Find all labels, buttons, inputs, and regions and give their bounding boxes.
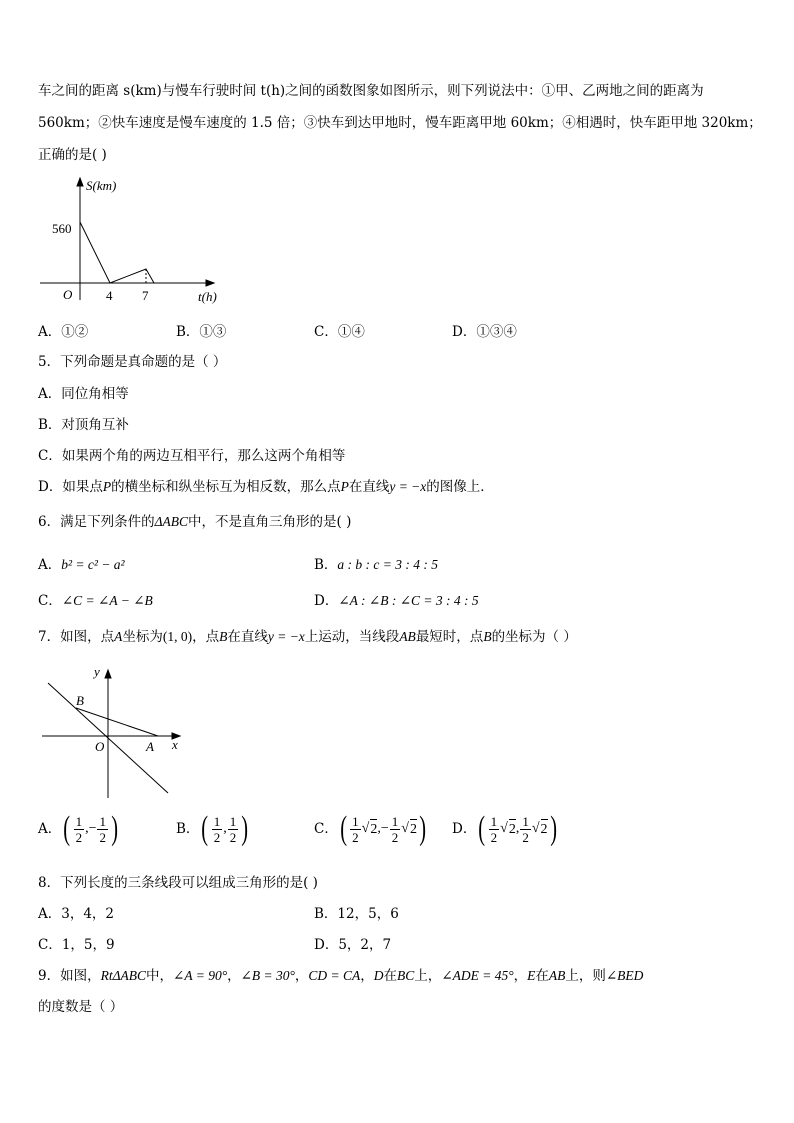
sqrt-sign: √ [531,821,540,836]
numerator: 1 [522,813,529,829]
q7-origin-label: O [95,739,105,754]
q4-stem-line3: 正确的是( ) [38,147,107,163]
q6-stem-text: 中，不是直角三角形的是( ) [188,514,352,530]
q7-coordinate: (1, 0) [162,629,193,644]
q9-text: 在 [383,968,398,984]
separator: ,− [377,821,389,836]
denominator: 2 [75,829,83,845]
q6-option-label: C． [38,593,62,609]
q4-y-tick-label: 560 [52,221,72,236]
q5-optD-text: 的图像上． [426,479,494,495]
q7-stem-text: ，点 [192,629,220,645]
q9-text: 中， [146,968,174,984]
q8-stem: 8．下列长度的三条线段可以组成三角形的是( ) [38,875,318,891]
q9-math: ∠B = 30° [240,968,295,983]
numerator: 1 [229,813,237,829]
q6-option-label: A． [38,557,62,573]
sqrt-sign: √ [500,821,508,836]
q6-option-c [38,592,153,610]
q7-equation: y = −x [267,629,305,644]
q5-optD-text: 在直线 [348,479,390,495]
q7-option-label: D． [452,821,477,837]
q4-option-a: A．①② [38,324,89,340]
q7-segment: AB [399,629,416,644]
q9-math: ∠BED [605,968,644,983]
denominator: 2 [99,829,106,845]
q7-stem-text: 最短时，点 [415,629,484,645]
q8-option-d: D．5，2，7 [314,937,392,953]
q4-x-axis-label: t(h) [198,289,217,304]
q9-text: ， [513,968,528,984]
q5-optD-equation: y = −x [389,479,427,494]
numerator: 1 [352,813,359,829]
q7-stem-text: 在直线 [227,629,268,645]
q4-stem-line1: 车之间的距离 s(km)与慢车行驶时间 t(h)之间的函数图象如图所示，则下列说法中：①甲、乙两地之间的距离为 [38,83,704,99]
radicand: 2 [370,819,377,839]
q7-B-label: B [76,693,84,708]
q7-option-label: C． [314,821,338,837]
q4-y-axis-label: S(km) [86,178,117,193]
separator: , [515,821,520,836]
q9-stem-line2: 的度数是（ ） [38,999,124,1015]
q4-option-b: B．①③ [176,324,227,340]
radicand: 2 [410,819,417,839]
q7-x-label: x [172,737,178,752]
q4-graph [36,172,236,312]
q8-option-a: A．3，4，2 [38,906,115,922]
q9-stem-line1 [38,967,643,985]
q8-option-b: B．12，5，6 [314,906,399,922]
q7-stem-text: 上运动，当线段 [304,629,400,645]
q5-stem: 5．下列命题是真命题的是（ ） [38,354,227,370]
radicand: 2 [541,819,548,839]
q5-option-a: A．同位角相等 [38,386,129,402]
q6-stem-text: 6．满足下列条件的 [38,514,155,530]
q5-optD-text: 的横坐标和纵坐标互为相反数，那么点 [111,479,341,495]
numerator: 1 [490,813,498,829]
q7-point: B [483,629,492,644]
q7-A-label: A [146,739,154,754]
q4-origin-label: O [63,287,73,302]
q6-option-c-formula: ∠C = ∠A − ∠B [61,593,153,608]
q6-option-a [38,556,125,574]
denominator: 2 [391,829,399,845]
q9-math: CD = CA [308,968,361,983]
q7-option-a: A． ( $\frac{1}{2}$ ,− $\frac{1}{2}$ ) [38,810,119,847]
denominator: 2 [213,829,221,845]
q7-stem-text: 的坐标为（ ） [491,629,577,645]
q6-option-label: D． [314,593,339,609]
denominator: 2 [229,829,237,845]
q4-x-tick-label: 4 [106,288,113,303]
q9-math: ∠ADE = 45° [441,968,514,983]
q7-stem-text: 7．如图，点 [38,629,115,645]
q6-option-b [314,556,438,574]
q9-math: ∠A = 90° [173,968,228,983]
q7-y-label: y [94,664,100,679]
q7-stem [38,628,577,646]
denominator: 2 [490,829,498,845]
q8-option-c: C．1，5，9 [38,937,115,953]
q5-option-c: C．如果两个角的两边互相平行，那么这两个角相等 [38,448,346,464]
q6-option-d [314,592,479,610]
q9-text: ， [360,968,374,984]
q9-text: 上，则 [565,968,606,984]
q9-math: AB [548,968,566,983]
q7-option-label: A． [38,821,62,837]
q6-option-d-formula: ∠A : ∠B : ∠C = 3 : 4 : 5 [338,593,479,608]
q9-text: 9．如图， [38,968,101,984]
q5-optD-point: P [340,479,349,494]
denominator: 2 [522,829,529,845]
q5-optD-text: D．如果点 [38,479,103,495]
numerator: 1 [391,813,399,829]
q6-triangle: ΔABC [154,514,189,529]
q7-stem-text: 坐标为 [122,629,163,645]
numerator: 1 [99,813,106,829]
q5-option-b: B．对顶角互补 [38,417,129,433]
q6-stem [38,513,351,531]
q9-text: 上， [414,968,442,984]
numerator: 1 [213,813,221,829]
q9-math: RtΔABC [100,968,147,983]
q4-stem-line2: 560km；②快车速度是慢车速度的 1.5 倍；③快车到达甲地时，慢车距离甲地 60km；④相遇时，快车距甲地 320km； [38,115,762,131]
q9-math: E [527,968,536,983]
q6-option-a-formula: b² = c² − a² [61,557,125,572]
q7-option-d: D． ( $\frac{1}{2}$ √ 2 , $\frac{1}{2}$ √ 2 ) [452,810,557,847]
q9-text: ， [227,968,241,984]
q5-optD-point: P [102,479,112,494]
q4-option-d: D．①③④ [452,324,517,340]
q7-option-label: B． [176,821,200,837]
q9-math: BC [397,968,415,983]
q7-option-b: B． ( $\frac{1}{2}$ , $\frac{1}{2}$ ) [176,810,249,847]
sqrt-sign: √ [401,821,409,836]
numerator: 1 [75,813,83,829]
q7-option-c: C． ( $\frac{1}{2}$ √ 2 ,− $\frac{1}{2}$ √ 2 ) [314,810,427,847]
q7-point: B [219,629,228,644]
q9-text: 在 [535,968,549,984]
sqrt-sign: √ [361,821,370,836]
q6-option-b-formula: a : b : c = 3 : 4 : 5 [337,557,439,572]
q5-option-d [38,478,494,496]
denominator: 2 [352,829,359,845]
q9-math: D [373,968,384,983]
q9-text: ， [294,968,309,984]
q7-graph [36,658,196,803]
q6-option-label: B． [314,557,338,573]
radicand: 2 [509,819,516,839]
q4-x-tick-label: 7 [142,288,149,303]
q4-option-c: C．①④ [314,324,365,340]
separator: , [223,821,227,836]
separator: ,− [85,821,97,836]
q7-point: A [114,629,123,644]
